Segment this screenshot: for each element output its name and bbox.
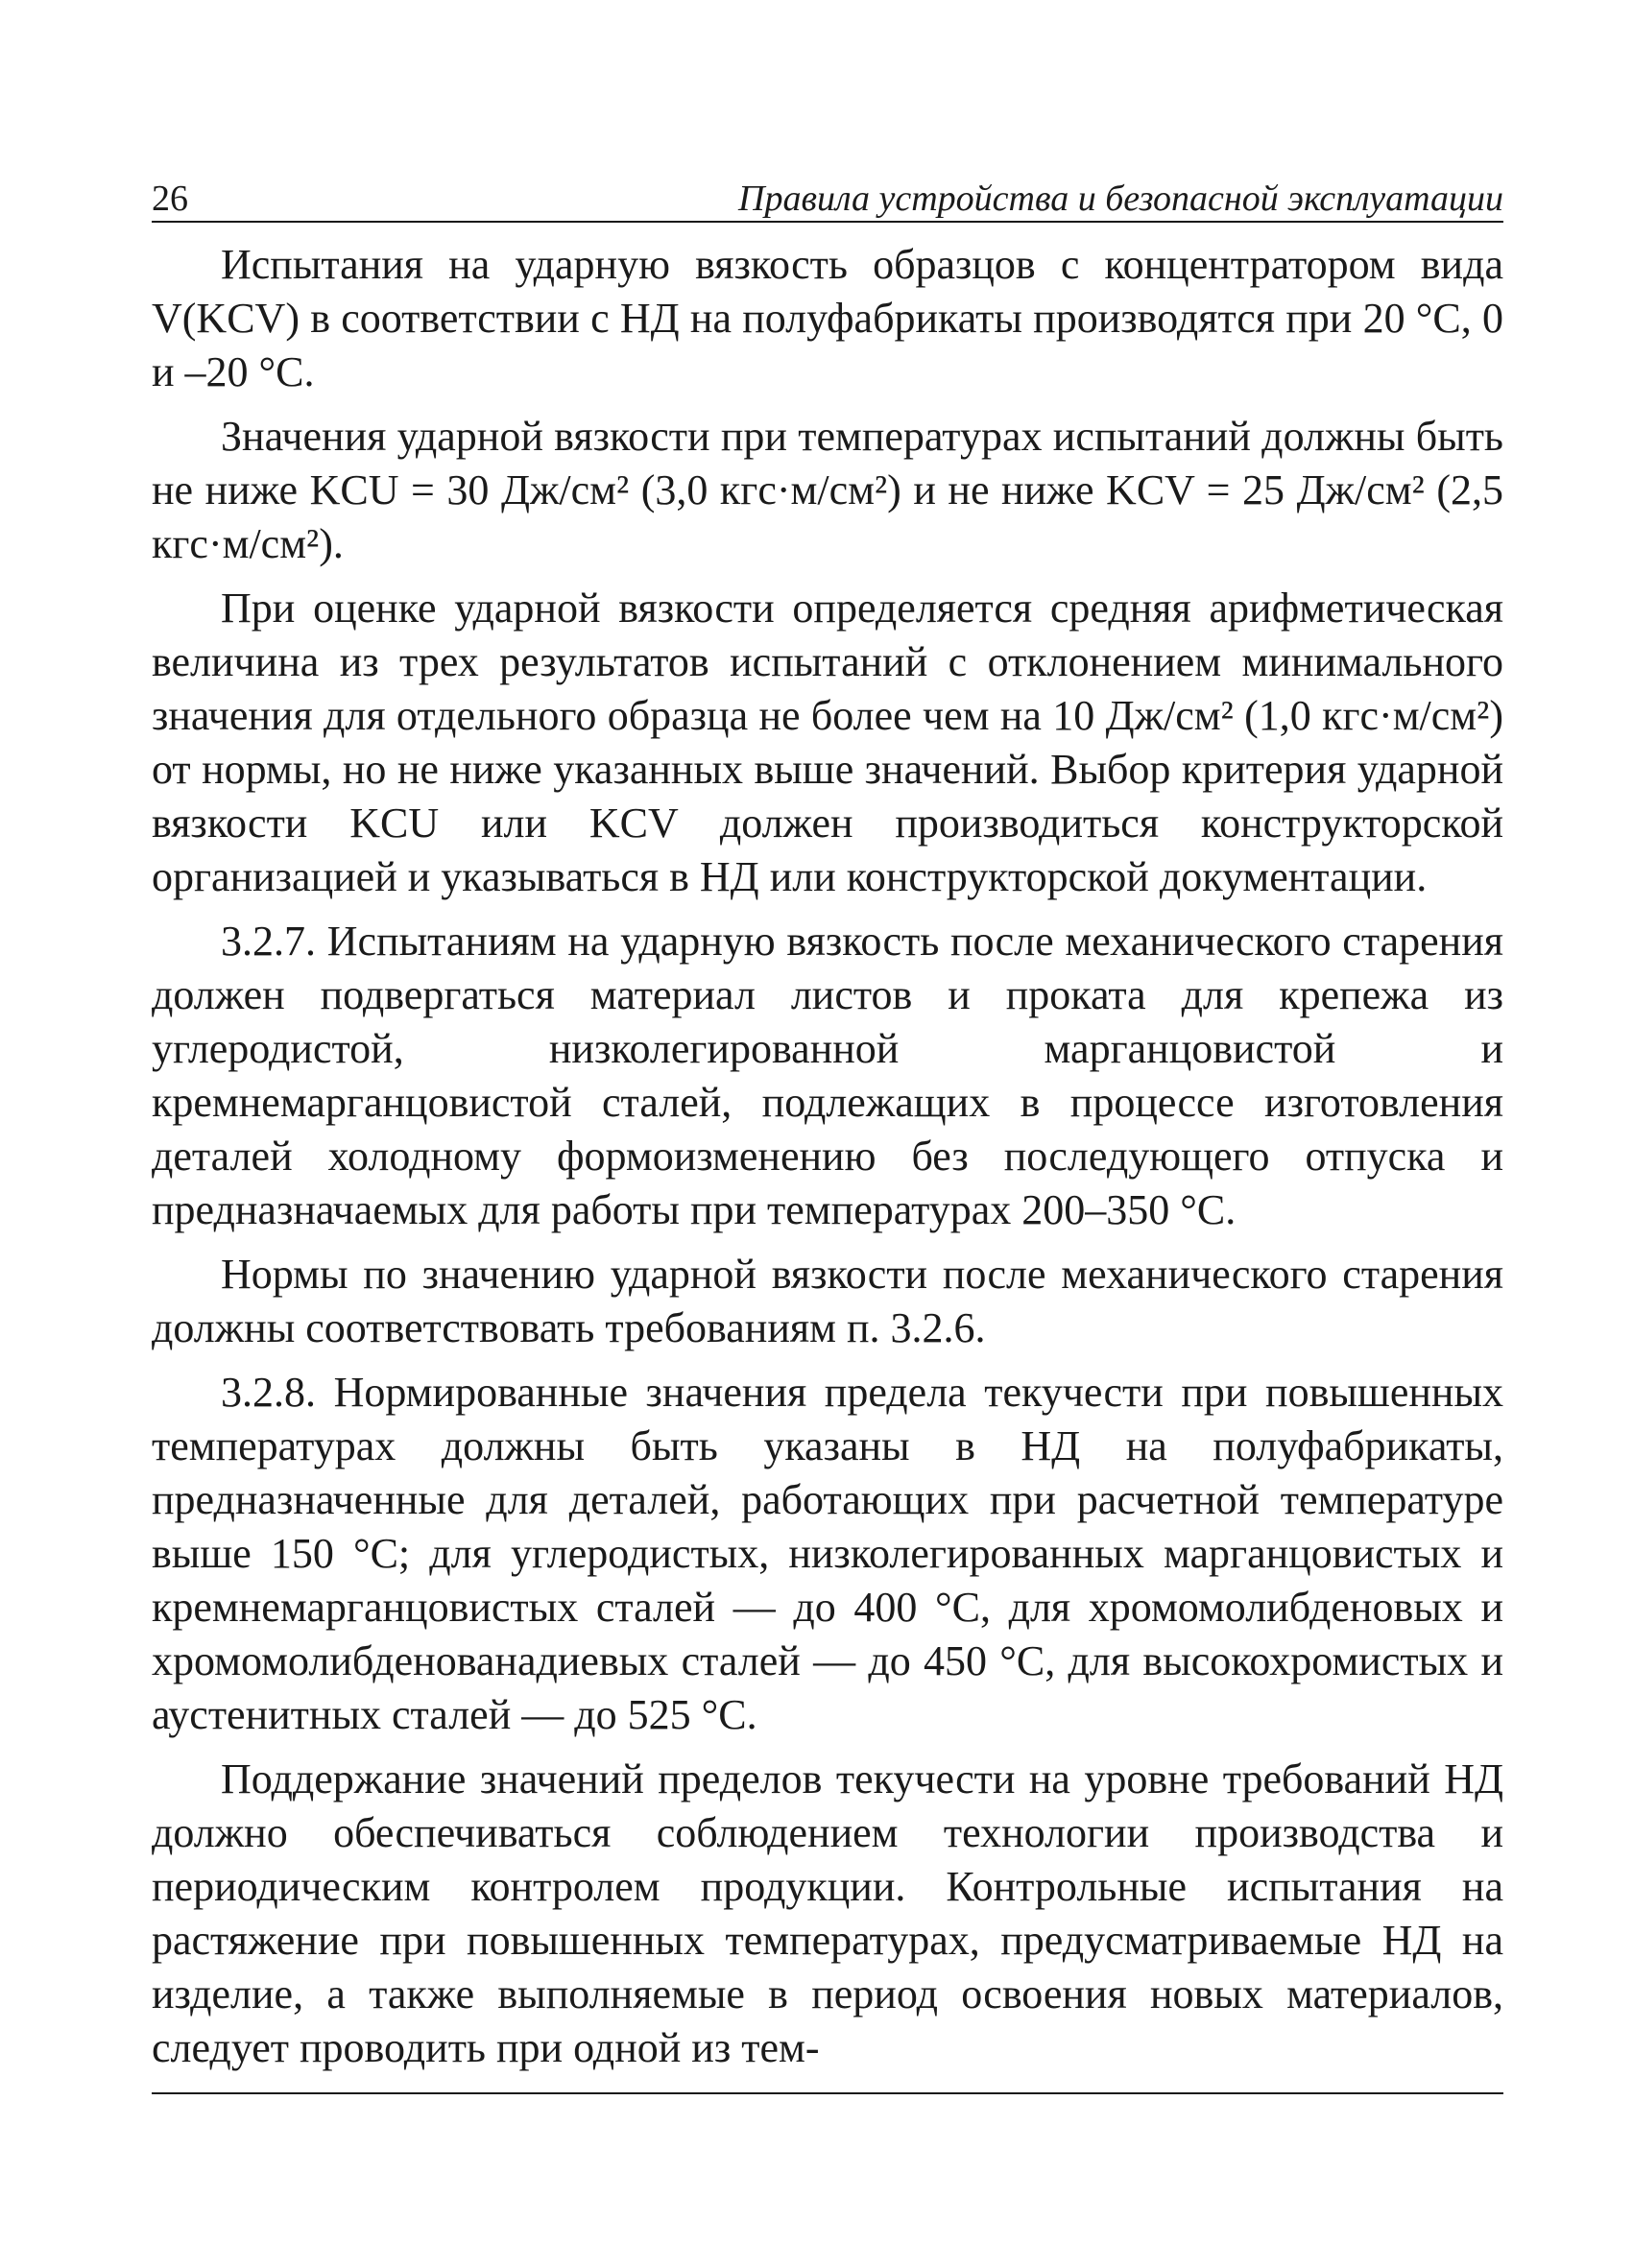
- running-header: [152, 163, 1503, 223]
- paragraph-kcv-tests: Испытания на ударную вязкость образцов с концентратором вида V(KCV) в соответствии с НД на полуфабрикаты производятся при 20 °С, 0 и –20 °С.: [152, 241, 1503, 395]
- paragraph-3-2-7: 3.2.7. Испытаниям на ударную вязкость после механического старения должен подвергаться материал листов и проката для крепежа из углеродистой, низколегированной марганцовистой и кремнемарганцовистой сталей, подлежащих в процессе изготовления деталей холодному формоизменению без последующего отпуска и предназначаемых для работы при температурах 200–350 °С.: [152, 918, 1503, 1233]
- page: [152, 163, 1503, 2086]
- body-text: [152, 238, 1503, 2075]
- paragraph-yield-strength-control: Поддержание значений пределов текучести на уровне требований НД должно обеспечиваться соблюдением технологии производства и периодическим контролем продукции. Контрольные испытания на растяжение при повышенных температурах, предусматриваемые НД на изделие, а также выполняемые в период освоения новых материалов, следует проводить при одной из тем-: [152, 1755, 1503, 2071]
- paragraph-aging-norms: Нормы по значению ударной вязкости после механического старения должны соответствовать требованиям п. 3.2.6.: [152, 1251, 1503, 1351]
- paragraph-impact-values: Значения ударной вязкости при температурах испытаний должны быть не ниже KCU = 30 Дж/см² (3,0 кгс·м/см²) и не ниже KCV = 25 Дж/см² (2,5 кгс·м/см²).: [152, 413, 1503, 567]
- paragraph-impact-evaluation: При оценке ударной вязкости определяется средняя арифметическая величина из трех результатов испытаний с отклонением минимального значения для отдельного образца не более чем на 10 Дж/см² (1,0 кгс·м/см²) от нормы, но не ниже указанных выше значений. Выбор критерия ударной вязкости KCU или KCV должен производиться конструкторской организацией и указываться в НД или конструкторской документации.: [152, 585, 1503, 900]
- page-number: 26: [152, 179, 188, 219]
- running-title: Правила устройства и безопасной эксплуатации: [738, 179, 1503, 219]
- footer-rule: [152, 2092, 1503, 2094]
- paragraph-3-2-8: 3.2.8. Нормированные значения предела текучести при повышенных температурах должны быть указаны в НД на полуфабрикаты, предназначенные для деталей, работающих при расчетной температуре выше 150 °С; для углеродистых, низколегированных марганцовистых и кремнемарганцовистых сталей — до 400 °С, для хромомолибденовых и хромомолибденованадиевых сталей — до 450 °С, для высокохромистых и аустенитных сталей — до 525 °С.: [152, 1369, 1503, 1738]
